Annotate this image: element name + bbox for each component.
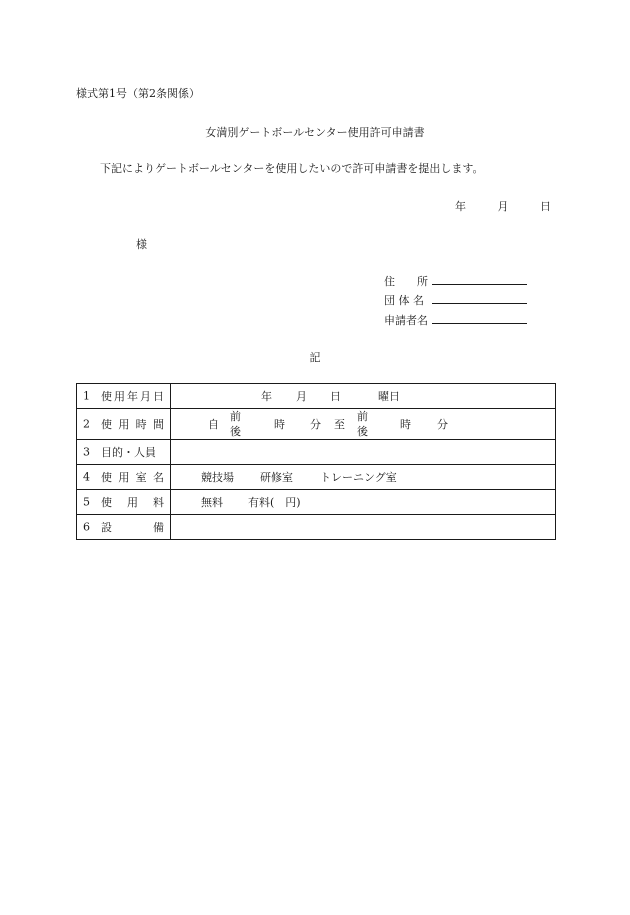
table-row-time bbox=[77, 409, 556, 440]
purpose-cell[interactable] bbox=[171, 440, 556, 465]
label-char: 使 bbox=[101, 471, 112, 484]
label-char: 用 bbox=[118, 471, 130, 484]
label-char: 備 bbox=[153, 521, 164, 534]
form-number: 様式第1号（第2条関係） bbox=[76, 87, 200, 100]
address-label: 住 所 bbox=[384, 275, 428, 288]
label-char: 年 bbox=[127, 390, 138, 403]
date-cell[interactable]: 年 月 日 曜日 bbox=[171, 384, 556, 409]
label-char: 室 bbox=[135, 471, 147, 484]
room-cell[interactable] bbox=[171, 465, 556, 490]
label-char: 用 bbox=[114, 390, 125, 403]
intro-text: 下記によりゲートボールセンターを使用したいので許可申請書を提出します。 bbox=[100, 162, 484, 175]
row-label: 2 使 用 時 間 bbox=[83, 417, 164, 431]
label-char: 用 bbox=[118, 418, 130, 431]
document-title: 女満別ゲートボールセンター使用許可申請書 bbox=[205, 126, 425, 139]
submission-date bbox=[455, 198, 551, 214]
table-row-equipment bbox=[77, 515, 556, 540]
organization-label: 団 体 名 bbox=[384, 294, 424, 307]
address-field[interactable] bbox=[384, 273, 527, 289]
room-option[interactable]: 研修室 bbox=[260, 471, 293, 484]
row-label: 5 使 用 料 bbox=[83, 495, 164, 509]
label-spread bbox=[101, 469, 164, 485]
label-spread bbox=[101, 388, 164, 404]
organization-field[interactable] bbox=[384, 292, 527, 308]
equipment-cell[interactable] bbox=[171, 515, 556, 540]
fee-cell[interactable] bbox=[171, 490, 556, 515]
label-char: 名 bbox=[152, 471, 164, 484]
label-char: 料 bbox=[153, 496, 164, 509]
fee-option-paid[interactable]: 有料( 円) bbox=[248, 496, 301, 509]
row-label: 3 目的・人員 bbox=[83, 445, 156, 459]
row-label: 1 使 用 年 月 日 bbox=[83, 389, 164, 403]
label-char: 時 bbox=[135, 418, 147, 431]
label-char: 間 bbox=[152, 418, 164, 431]
ki-heading: 記 bbox=[309, 351, 321, 364]
details-table bbox=[76, 383, 556, 540]
applicant-name-line[interactable] bbox=[432, 312, 527, 324]
year-label: 年 bbox=[455, 200, 466, 213]
room-option[interactable]: 競技場 bbox=[201, 471, 234, 484]
month-label: 月 bbox=[497, 200, 509, 213]
label-char: 設 bbox=[101, 521, 112, 534]
table-row-fee bbox=[77, 490, 556, 515]
addressee: 様 bbox=[136, 238, 147, 251]
label-spread bbox=[101, 494, 164, 510]
fee-option-free[interactable]: 無料 bbox=[201, 496, 223, 509]
label-char: 用 bbox=[127, 496, 138, 509]
row-label: 4 使 用 室 名 bbox=[83, 470, 164, 484]
table-row-room bbox=[77, 465, 556, 490]
label-char: 日 bbox=[153, 390, 164, 403]
applicant-name-field[interactable] bbox=[384, 312, 527, 328]
row-label: 6 設 備 bbox=[83, 520, 164, 534]
room-option[interactable]: トレーニング室 bbox=[320, 471, 397, 484]
table-row-date bbox=[77, 384, 556, 409]
label-char: 月 bbox=[140, 390, 151, 403]
applicant-name-label: 申請者名 bbox=[384, 314, 428, 327]
organization-line[interactable] bbox=[432, 292, 527, 304]
am-pm-start: 前 後 bbox=[230, 410, 241, 438]
day-label: 日 bbox=[540, 200, 551, 213]
label-spread bbox=[101, 519, 164, 535]
label-char: 使 bbox=[101, 418, 112, 431]
address-line[interactable] bbox=[432, 273, 527, 285]
table-row-purpose bbox=[77, 440, 556, 465]
am-pm-end: 前 後 bbox=[357, 410, 368, 438]
label-char: 使 bbox=[101, 496, 112, 509]
time-cell[interactable]: 自 前 後 時 分 至 前 後 時 分 bbox=[171, 409, 556, 440]
label-char: 使 bbox=[101, 390, 112, 403]
label-spread bbox=[101, 416, 164, 432]
